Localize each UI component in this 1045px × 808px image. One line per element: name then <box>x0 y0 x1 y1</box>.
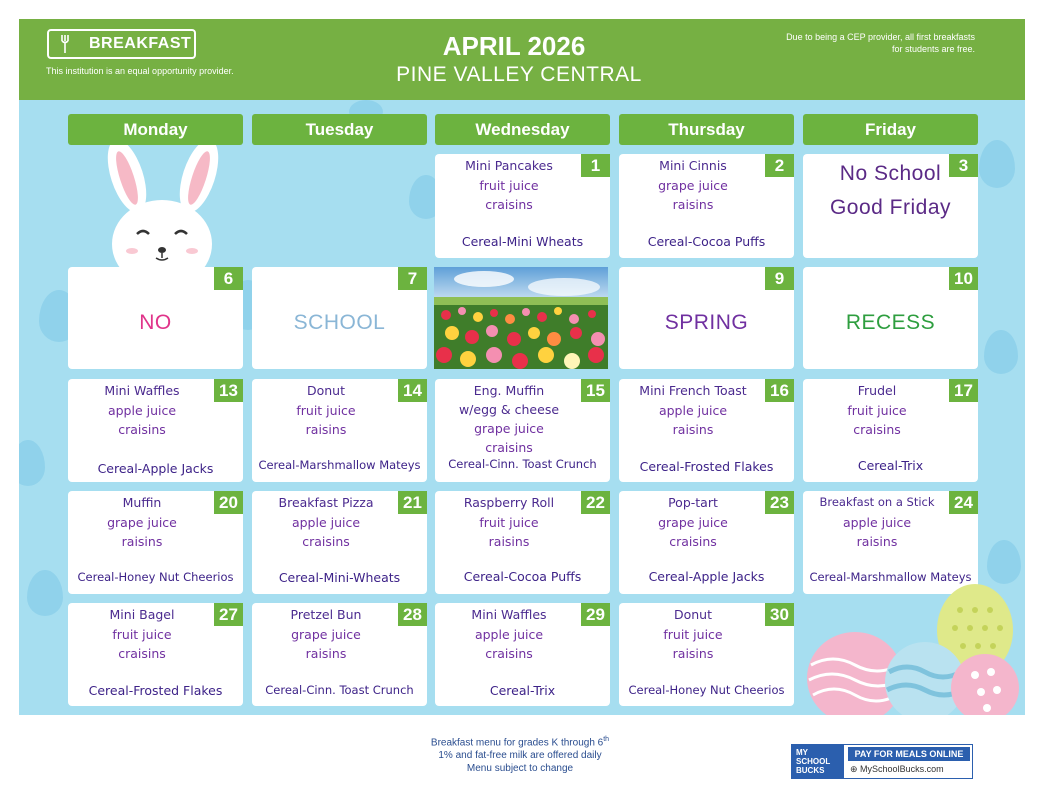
page-title: APRIL 2026 <box>442 31 586 61</box>
day-cell-10 <box>803 267 978 369</box>
menu-fruit: craisins <box>485 197 533 212</box>
menu-cereal: Cereal-Honey Nut Cheerios <box>628 683 785 697</box>
day-number: 6 <box>214 267 243 290</box>
menu-item: Breakfast on a Stick <box>819 495 935 509</box>
grades-note: Breakfast menu for grades K through 6th <box>430 736 610 749</box>
menu-fruit: raisins <box>672 646 714 661</box>
menu-item-detail: w/egg & cheese <box>458 402 560 417</box>
brand-label: BREAKFAST <box>89 35 192 52</box>
menu-item: Donut <box>306 383 346 398</box>
menu-items <box>252 493 400 552</box>
menu-cereal: Cereal-Cocoa Puffs <box>463 569 582 584</box>
menu-items <box>619 493 767 552</box>
day-number: 23 <box>765 491 794 514</box>
menu-fruit: raisins <box>856 534 898 549</box>
day-cell-20 <box>68 491 243 594</box>
day-number: 20 <box>214 491 243 514</box>
menu-juice: apple juice <box>658 402 728 418</box>
menu-item: Breakfast Pizza <box>278 495 374 510</box>
menu-items <box>252 605 400 664</box>
menu-item: Eng. Muffin <box>473 383 545 398</box>
menu-items <box>435 605 583 664</box>
menu-item: Mini French Toast <box>639 383 747 398</box>
equal-opportunity-text: This institution is an equal opportunity provider. <box>46 66 234 76</box>
day-cell-15 <box>435 379 610 482</box>
menu-cereal: Cereal-Apple Jacks <box>97 461 214 476</box>
no-school-text: No School <box>839 162 942 185</box>
menu-item: Mini Bagel <box>109 607 175 622</box>
header-banner <box>19 19 1025 100</box>
egg-decoration <box>987 540 1021 584</box>
menu-fruit: raisins <box>305 646 347 661</box>
day-number: 28 <box>398 603 427 626</box>
holiday-text: Good Friday <box>829 196 952 219</box>
menu-cereal: Cereal-Cinn. Toast Crunch <box>265 683 414 697</box>
day-header-tuesday: Tuesday <box>252 114 427 145</box>
menu-cereal: Cereal-Trix <box>489 683 556 698</box>
menu-juice: fruit juice <box>479 514 539 530</box>
day-cell-17 <box>803 379 978 482</box>
day-cell-27 <box>68 603 243 706</box>
menu-juice: grape juice <box>474 421 544 436</box>
msb-url: ⊕ MySchoolBucks.com <box>850 764 944 774</box>
menu-item: Raspberry Roll <box>463 495 555 510</box>
day-number: 27 <box>214 603 243 626</box>
menu-item: Pop-tart <box>668 495 718 510</box>
menu-item: Mini Pancakes <box>465 158 553 173</box>
menu-cereal: Cereal-Marshmallow Mateys <box>809 570 972 584</box>
menu-cereal: Cereal-Frosted Flakes <box>88 683 223 698</box>
day-number: 2 <box>765 154 794 177</box>
menu-juice: apple juice <box>107 402 177 418</box>
day-number: 1 <box>581 154 610 177</box>
school-name: PINE VALLEY CENTRAL <box>396 63 642 86</box>
day-number: 10 <box>949 267 978 290</box>
menu-cereal: Cereal-Mini-Wheats <box>278 570 401 585</box>
menu-juice: apple juice <box>842 514 912 530</box>
day-cell-14 <box>252 379 427 482</box>
day-cell-21 <box>252 491 427 594</box>
day-cell-22 <box>435 491 610 594</box>
menu-fruit: craisins <box>669 534 717 549</box>
menu-juice: apple juice <box>291 514 361 530</box>
menu-fruit: craisins <box>853 422 901 437</box>
menu-items <box>619 381 767 440</box>
day-cell-30 <box>619 603 794 706</box>
tulip-field-photo <box>434 267 608 369</box>
day-number: 21 <box>398 491 427 514</box>
day-number: 9 <box>765 267 794 290</box>
fork-icon <box>59 35 75 53</box>
recess-word-recess: RECESS <box>845 311 936 334</box>
menu-items <box>435 156 583 215</box>
menu-fruit: craisins <box>302 534 350 549</box>
menu-items <box>803 493 951 552</box>
menu-items <box>435 493 583 552</box>
menu-fruit: raisins <box>305 422 347 437</box>
bunny-illustration <box>87 136 237 272</box>
menu-item: Muffin <box>122 495 162 510</box>
menu-item: Donut <box>673 607 713 622</box>
menu-items <box>619 605 767 664</box>
day-cell-28 <box>252 603 427 706</box>
menu-items <box>68 381 216 440</box>
day-number: 14 <box>398 379 427 402</box>
menu-juice: grape juice <box>291 626 361 642</box>
brand-logo <box>47 29 196 59</box>
day-header-wednesday: Wednesday <box>435 114 610 145</box>
myschoolbucks-logo[interactable] <box>791 744 973 779</box>
day-cell-16 <box>619 379 794 482</box>
day-cell-3 <box>803 154 978 258</box>
menu-items <box>803 381 951 440</box>
day-number: 30 <box>765 603 794 626</box>
day-number: 24 <box>949 491 978 514</box>
menu-cereal: Cereal-Cocoa Puffs <box>647 234 766 249</box>
menu-item: Mini Waffles <box>104 383 180 398</box>
msb-badge: MY SCHOOL BUCKS <box>792 745 844 778</box>
milk-note: 1% and fat-free milk are offered daily <box>438 750 602 762</box>
day-cell-9 <box>619 267 794 369</box>
menu-fruit: craisins <box>118 646 166 661</box>
day-number: 17 <box>949 379 978 402</box>
menu-juice: grape juice <box>658 514 728 530</box>
day-number: 13 <box>214 379 243 402</box>
egg-decoration <box>19 440 45 486</box>
day-header-thursday: Thursday <box>619 114 794 145</box>
menu-cereal: Cereal-Trix <box>857 458 924 473</box>
menu-cereal: Cereal-Honey Nut Cheerios <box>77 570 234 584</box>
menu-cereal: Cereal-Frosted Flakes <box>639 459 774 474</box>
globe-icon: ⊕ <box>850 764 861 774</box>
menu-items <box>68 493 216 552</box>
day-number: 29 <box>581 603 610 626</box>
menu-items <box>619 156 767 215</box>
menu-cereal: Cereal-Apple Jacks <box>648 569 765 584</box>
menu-fruit: craisins <box>118 422 166 437</box>
day-number: 3 <box>949 154 978 177</box>
footer-notes <box>380 733 660 775</box>
menu-cereal: Cereal-Cinn. Toast Crunch <box>448 457 597 471</box>
day-cell-24 <box>803 491 978 594</box>
day-cell-7 <box>252 267 427 369</box>
egg-decoration <box>27 570 63 616</box>
menu-juice: grape juice <box>107 514 177 530</box>
menu-cereal: Cereal-Marshmallow Mateys <box>258 458 421 472</box>
menu-item: Frudel <box>857 383 897 398</box>
recess-word-no: NO <box>139 311 172 334</box>
day-cell-23 <box>619 491 794 594</box>
calendar-grid <box>19 100 1025 715</box>
menu-items <box>252 381 400 440</box>
day-cell-2 <box>619 154 794 258</box>
menu-cereal: Cereal-Mini Wheats <box>461 234 584 249</box>
menu-fruit: craisins <box>485 440 533 455</box>
day-cell-29 <box>435 603 610 706</box>
recess-word-spring: SPRING <box>664 311 749 334</box>
day-cell-13 <box>68 379 243 482</box>
day-header-friday: Friday <box>803 114 978 145</box>
menu-juice: fruit juice <box>847 402 907 418</box>
menu-juice: fruit juice <box>112 626 172 642</box>
day-header-monday: Monday <box>68 114 243 145</box>
menu-items <box>68 605 216 664</box>
menu-juice: fruit juice <box>663 626 723 642</box>
easter-eggs-illustration <box>785 580 1025 715</box>
menu-fruit: raisins <box>672 197 714 212</box>
menu-items <box>435 381 583 457</box>
egg-decoration <box>984 330 1018 374</box>
menu-juice: fruit juice <box>296 402 356 418</box>
menu-fruit: raisins <box>488 534 530 549</box>
day-cell-6 <box>68 267 243 369</box>
msb-pay-label: PAY FOR MEALS ONLINE <box>848 747 970 761</box>
day-cell-1 <box>435 154 610 258</box>
egg-decoration <box>979 140 1015 188</box>
day-number: 15 <box>581 379 610 402</box>
recess-word-school: SCHOOL <box>293 311 386 334</box>
menu-item: Mini Cinnis <box>659 158 727 173</box>
menu-item: Pretzel Bun <box>290 607 362 622</box>
day-number: 7 <box>398 267 427 290</box>
day-number: 22 <box>581 491 610 514</box>
menu-fruit: raisins <box>121 534 163 549</box>
menu-fruit: craisins <box>485 646 533 661</box>
menu-juice: apple juice <box>474 626 544 642</box>
day-number: 16 <box>765 379 794 402</box>
cep-note: Due to being a CEP provider, all first breakfasts for students are free. <box>786 32 975 54</box>
menu-item: Mini Waffles <box>471 607 547 622</box>
change-note: Menu subject to change <box>466 763 574 775</box>
menu-juice: grape juice <box>658 177 728 193</box>
menu-juice: fruit juice <box>479 177 539 193</box>
menu-fruit: raisins <box>672 422 714 437</box>
